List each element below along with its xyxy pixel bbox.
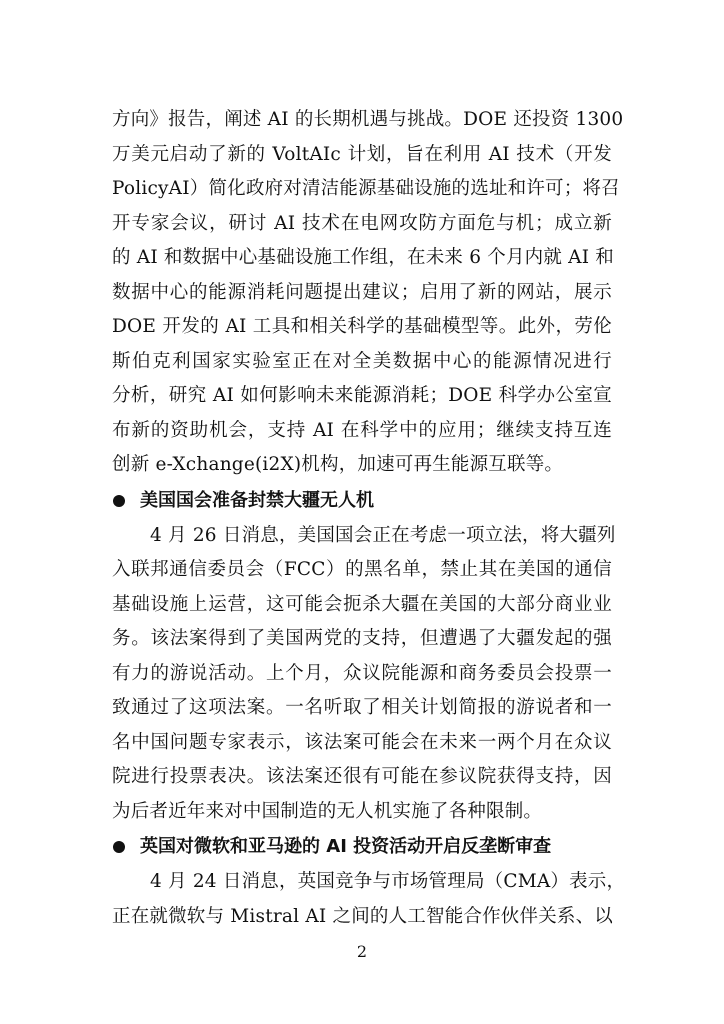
paragraph-line: PolicyAI）简化政府对清洁能源基础设施的选址和许可；将召: [112, 178, 620, 199]
paragraph-line: 4 月 24 日消息，英国竞争与市场管理局（CMA）表示，: [150, 871, 626, 892]
paragraph-1: [112, 103, 624, 483]
paragraph-line: 名中国问题专家表示，该法案可能会在未来一两个月在众议: [112, 731, 612, 753]
paragraph-line: 基础设施上运营，这可能会扼杀大疆在美国的大部分商业业: [112, 593, 612, 615]
paragraph-line: 致通过了这项法案。一名听取了相关计划简报的游说者和一: [112, 697, 612, 718]
section-heading-dji-ban: [112, 483, 612, 519]
paragraph-line: 为后者近年来对中国制造的无人机实施了各种限制。: [112, 800, 543, 822]
page-number: 2: [356, 942, 368, 961]
paragraph-line: 方向》报告，阐述 AI 的长期机遇与挑战。DOE 还投资 1300: [112, 109, 624, 130]
section-heading-text: 英国对微软和亚马逊的 AI 投资活动开启反垄断审查: [140, 836, 552, 857]
paragraph-line: 正在就微软与 Mistral AI 之间的人工智能合作伙伴关系、以: [112, 905, 613, 927]
section-heading-text: 美国国会准备封禁大疆无人机: [140, 489, 374, 511]
paragraph-line: 务。该法案得到了美国两党的支持，但遭遇了大疆发起的强: [112, 628, 612, 649]
paragraph-line: 数据中心的能源消耗问题提出建议；启用了新的网站，展示: [112, 281, 612, 303]
paragraph-line: 4 月 26 日消息，美国国会正在考虑一项立法，将大疆列: [150, 524, 616, 546]
document-body: [112, 103, 626, 934]
paragraph-line: 有力的游说活动。上个月，众议院能源和商务委员会投票一: [112, 662, 612, 684]
section-heading-uk-antitrust: [112, 829, 612, 865]
bullet-icon: [113, 495, 125, 507]
paragraph-line: 院进行投票表决。该法案还很有可能在参议院获得支持，因: [112, 766, 612, 787]
paragraph-line: 分析，研究 AI 如何影响未来能源消耗；DOE 科学办公室宣: [112, 385, 612, 406]
bullet-icon: [113, 841, 125, 853]
paragraph-2: [112, 519, 616, 830]
paragraph-line: 斯伯克利国家实验室正在对全美数据中心的能源情况进行: [112, 350, 612, 372]
paragraph-3: [112, 865, 626, 934]
paragraph-line: DOE 开发的 AI 工具和相关科学的基础模型等。此外，劳伦: [112, 316, 612, 337]
paragraph-line: 开专家会议，研讨 AI 技术在电网攻防方面危与机；成立新: [112, 212, 612, 234]
paragraph-line: 创新 e-Xchange(i2X)机构，加速可再生能源互联等。: [112, 454, 564, 475]
paragraph-line: 布新的资助机会，支持 AI 在科学中的应用；继续支持互连: [112, 419, 612, 441]
paragraph-line: 的 AI 和数据中心基础设施工作组，在未来 6 个月内就 AI 和: [112, 247, 614, 268]
paragraph-line: 入联邦通信委员会（FCC）的黑名单，禁止其在美国的通信: [112, 559, 612, 580]
paragraph-line: 万美元启动了新的 VoltAIc 计划，旨在利用 AI 技术（开发: [112, 143, 612, 165]
